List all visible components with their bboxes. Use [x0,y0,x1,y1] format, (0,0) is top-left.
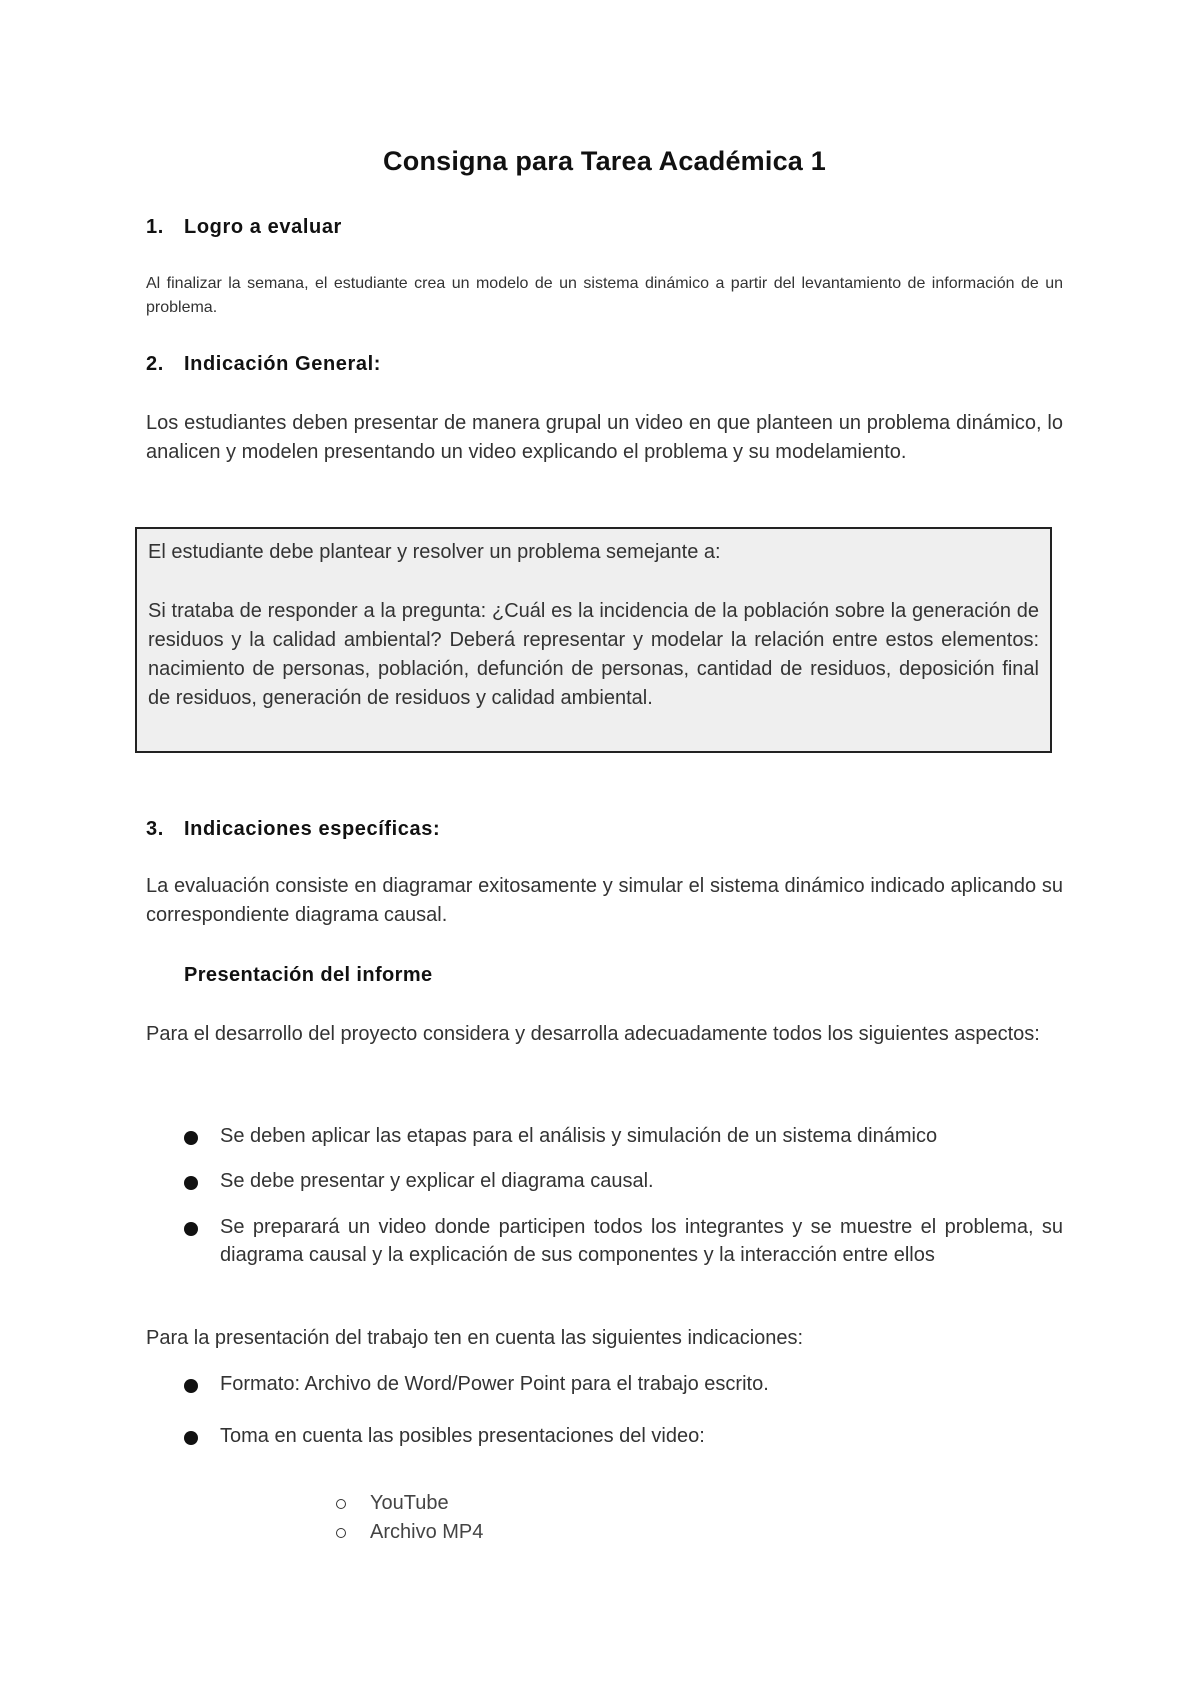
hollow-bullet-icon [336,1499,346,1509]
bullet-icon [184,1431,198,1445]
problem-box [135,527,1052,753]
indications-intro: Para la presentación del trabajo ten en cuenta las siguientes indicaciones: [146,1327,804,1349]
section-title: Indicaciones específicas: [184,818,441,840]
section-2-text: Los estudiantes deben presentar de manera grupal un video en que planteen un problema dinámico, lo analicen y modelen presentando un video explicando el problema y su modelamiento. [146,412,1063,463]
section-title: Logro a evaluar [184,216,342,238]
list-item-text: Se debe presentar y explicar el diagrama causal. [220,1170,654,1192]
section-1-heading [146,216,342,239]
problem-box-intro: El estudiante debe plantear y resolver un problema semejante a: [148,541,721,563]
document-title: Consigna para Tarea Académica 1 [383,146,826,176]
list-item [184,1122,1063,1150]
section-3-text: La evaluación consiste en diagramar exitosamente y simular el sistema dinámico indicado aplicando su correspondiente diagrama causal. [146,875,1063,926]
section-3-heading [146,818,440,841]
presentation-intro: Para el desarrollo del proyecto considera y desarrolla adecuadamente todos los siguientes aspectos: [146,1023,1040,1045]
bullet-icon [184,1379,198,1393]
section-2-heading [146,353,381,376]
sub-list-item [336,1518,483,1546]
list-item-text: Se preparará un video donde participen todos los integrantes y se muestre el problema, su diagrama causal y la explicación de sus componentes y la interacción entre ellos [220,1216,1063,1266]
section-number: 2. [146,353,164,375]
presentation-heading: Presentación del informe [184,964,433,986]
list-item [184,1167,1063,1195]
section-1-text: Al finalizar la semana, el estudiante crea un modelo de un sistema dinámico a partir del levantamiento de información de un problema. [146,275,1063,316]
sub-list-item [336,1489,449,1517]
list-item-text: Se deben aplicar las etapas para el análisis y simulación de un sistema dinámico [220,1125,938,1147]
section-number: 3. [146,818,164,840]
bullet-icon [184,1131,198,1145]
bullet-icon [184,1222,198,1236]
list-item-text: Toma en cuenta las posibles presentaciones del video: [220,1425,705,1447]
section-number: 1. [146,216,164,238]
section-title: Indicación General: [184,353,382,375]
list-item [184,1422,1063,1450]
hollow-bullet-icon [336,1528,346,1538]
sub-list-item-text: YouTube [370,1492,449,1514]
list-item [184,1213,1063,1269]
sub-list-item-text: Archivo MP4 [370,1521,484,1543]
list-item-text: Formato: Archivo de Word/Power Point para el trabajo escrito. [220,1373,769,1395]
list-item [184,1370,1063,1398]
problem-box-text: Si trataba de responder a la pregunta: ¿Cuál es la incidencia de la población sobre la generación de residuos y la calidad ambiental? Deberá representar y modelar la relación entre estos elementos: nacimiento de personas, población, defunción de personas, cantidad de residuos, deposición final de residuos, generación de residuos y calidad ambiental. [148,600,1039,709]
bullet-icon [184,1176,198,1190]
